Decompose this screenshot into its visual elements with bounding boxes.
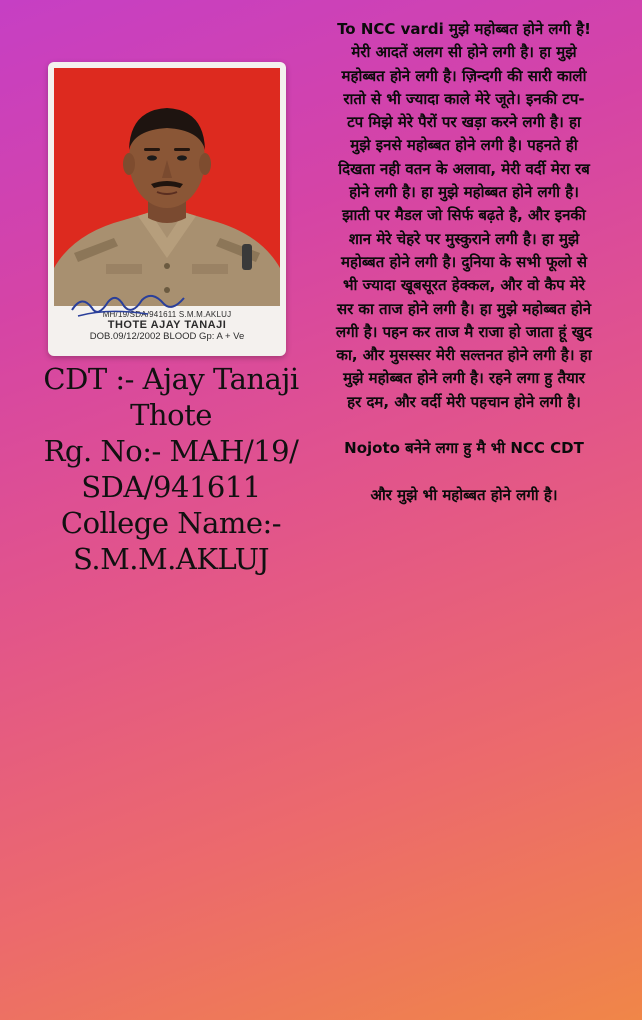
photo-caption-name: THOTE AJAY TANAJI — [107, 319, 227, 332]
photo-caption-dob: DOB.09/12/2002 BLOOD Gp: A + Ve — [89, 330, 245, 342]
photo-background — [54, 68, 280, 306]
cadet-name-line1: CDT :- Ajay Tanaji — [43, 362, 299, 396]
photo-caption-regno: MH/19/SDA/941611 S.M.M.AKLUJ — [102, 310, 232, 319]
poem-text: To NCC vardi मुझे महोब्बत होने लगी है! मेरी आदतें अलग सी होने लगी है। हा मुझे महोब्बत होने लगी है। ज़िन्दगी की सारी काली रातो से भी ज्यादा काले मेरे जूते। इनकी टप-टप मिझे मेरे पैरों पर खड़ा करने लगी है। हा मुझे इनसे महोब्बत होने लगी है। पहनते ही दिखता नही वतन के अलावा, मेरी वर्दी मेरा रब होने लगी है। हा मुझे महोब्बत होने लगी है। झाती पर मैडल जो सिर्फ बढ़ते है, और इनकी शान मेरे चेहरे पर मुस्कुराने लगी है। हा मुझे महोब्बत होने लगी है। दुनिया के सभी फूलो से भी ज्यादा खूबसूरत हेक्कल, और वो कैप मेरे सर का ताज होने लगी है। हा मुझे महोब्बत होने लगी है। पहन कर ताज मै राजा हो जाता हूं खुद का, और मुसस्सर मेरी सल्तनत होने लगी है। हा मुझे महोब्बत होने लगी है। रहने लगा हु तैयार हर दम, और वर्दी मेरी पहचान होने लगी है। Nojoto बनेने लगा हु मै भी NCC CDT और मुझे भी महोब्बत होने लगी है। — [336, 20, 592, 504]
cadet-name-line2: Thote — [130, 397, 212, 432]
college-name-label: College Name:- — [60, 505, 282, 540]
college-name-value: S.M.M.AKLUJ — [73, 541, 269, 576]
cadet-portrait — [54, 68, 280, 306]
cadet-id-photo — [48, 62, 286, 356]
registration-number-line1: Rg. No:- MAH/19/ — [43, 433, 299, 468]
signature-scribble — [68, 290, 188, 322]
cadet-details — [10, 362, 332, 578]
registration-number-line2: SDA/941611 — [81, 469, 261, 504]
